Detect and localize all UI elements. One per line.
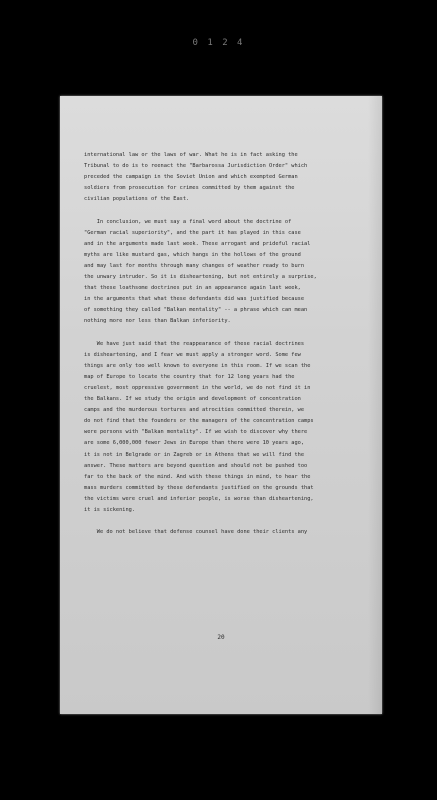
text-line: We have just said that the reappearance of these racial doctrines — [84, 340, 305, 347]
text-line: mass murders committed by these defendants justified on the grounds that — [84, 484, 314, 491]
text-line: of something they called "Balkan mentality" -- a phrase which can mean — [84, 307, 308, 314]
text-line: civilian populations of the East. — [84, 196, 190, 203]
text-line: are some 6,000,000 fewer Jews in Europe than there were 10 years ago, — [84, 440, 305, 447]
text-line: cruelest, most oppressive government in the world, we do not find it in — [84, 384, 311, 391]
text-line: far to the back of the mind. And with these things in mind, to hear the — [84, 473, 311, 480]
text-line: Tribunal to do is to reenact the "Barbarossa Jurisdiction Order" which — [84, 163, 308, 170]
text-line: We do not believe that defense counsel have done their clients any — [84, 529, 308, 536]
text-line: and may last for months through many changes of weather ready to burn — [84, 262, 305, 269]
document-page — [60, 96, 382, 714]
page-number: 20 — [217, 634, 225, 641]
text-line: camps and the murderous tortures and atrocities committed therein, we — [84, 407, 305, 414]
text-line: myths are like mustard gas, which hangs in the hollows of the ground — [84, 251, 301, 258]
text-line: map of Europe to locate the country that for 12 long years had the — [84, 373, 295, 380]
text-line: answer. These matters are beyond question and should not be pushed too — [84, 462, 308, 469]
text-line: in the arguments that what these defendants did was justified because — [84, 296, 305, 303]
text-line: preceded the campaign in the Soviet Union and which exempted German — [84, 174, 298, 181]
text-line: soldiers from prosecution for crimes committed by them against the — [84, 185, 295, 192]
text-line: it is sickening. — [84, 507, 136, 513]
text-line: In conclusion, we must say a final word about the doctrine of — [84, 218, 292, 225]
text-line: the Balkans. If we study the origin and development of concentration — [84, 396, 301, 403]
text-line: "German racial superiority", and the part it has played in this case — [84, 229, 301, 236]
text-line: that these loathsome doctrines put in an appearance again last week, — [84, 285, 301, 292]
text-line: and in the arguments made last week. These arrogant and prideful racial — [84, 240, 311, 247]
archive-mark: 0 1 2 4 — [192, 38, 245, 48]
text-line: the unwary intruder. So it is disheartening, but not entirely a surprise, — [84, 274, 317, 281]
text-line — [84, 328, 374, 339]
text-line: nothing more nor less than Balkan inferiority. — [84, 318, 231, 325]
text-line — [84, 205, 374, 216]
text-line: is disheartening, and I fear we must apply a stronger word. Some few — [84, 351, 301, 358]
text-line: it is not in Belgrade or in Zagreb or in Athens that we will find the — [84, 451, 305, 458]
document-body-text — [84, 150, 374, 538]
text-line — [84, 516, 374, 527]
text-line: things are only too well known to everyone in this room. If we scan the — [84, 362, 311, 369]
text-line: were persons with "Balkan mentality". If we wish to discover why there — [84, 429, 308, 436]
text-line: do not find that the founders or the managers of the concentration camps — [84, 418, 314, 425]
text-line: international law or the laws of war. What he is in fact asking the — [84, 152, 298, 158]
text-line: the victims were cruel and inferior people, is worse than disheartening, — [84, 495, 314, 502]
